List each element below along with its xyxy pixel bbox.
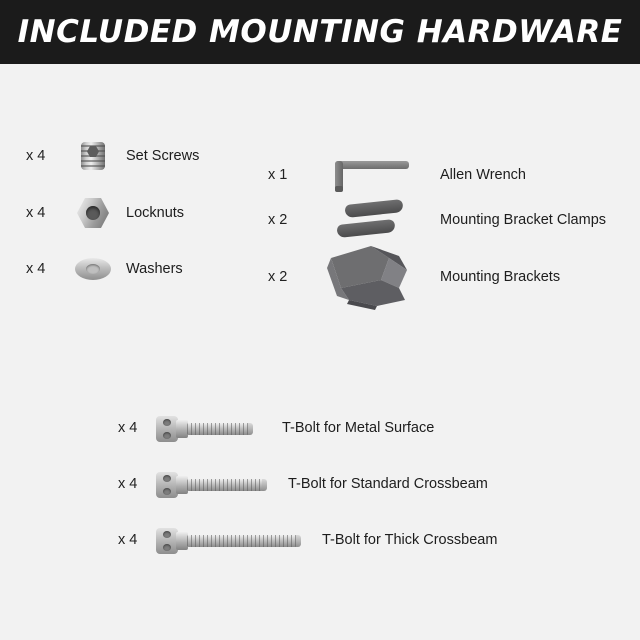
quantity-t-bolt-thick: x 4: [118, 532, 138, 548]
quantity-mounting-brackets: x 2: [268, 269, 288, 285]
list-item-locknuts: [26, 197, 256, 229]
quantity-allen-wrench: x 1: [268, 167, 288, 183]
list-item-bracket-clamps: [268, 198, 628, 242]
bracket-clamp-icon: [306, 198, 440, 242]
list-item-set-screws: [26, 140, 256, 172]
quantity-bracket-clamps: x 2: [268, 212, 288, 228]
quantity-t-bolt-standard: x 4: [118, 476, 138, 492]
label-t-bolt-thick: T-Bolt for Thick Crossbeam: [322, 532, 498, 548]
list-item-mounting-brackets: [268, 240, 628, 314]
label-t-bolt-metal: T-Bolt for Metal Surface: [282, 420, 435, 436]
quantity-t-bolt-metal: x 4: [118, 420, 138, 436]
list-item-allen-wrench: [268, 155, 628, 195]
mounting-bracket-icon: [306, 240, 440, 314]
t-bolt-icon: [156, 406, 282, 450]
quantity-washers: x 4: [26, 261, 46, 277]
label-bracket-clamps: Mounting Bracket Clamps: [440, 212, 607, 228]
list-item-washers: [26, 258, 256, 280]
label-mounting-brackets: Mounting Brackets: [440, 269, 561, 285]
set-screw-icon: [60, 140, 126, 172]
label-t-bolt-standard: T-Bolt for Standard Crossbeam: [288, 476, 488, 492]
allen-wrench-icon: [306, 155, 440, 195]
list-item-t-bolt-thick: [118, 518, 618, 562]
list-item-t-bolt-metal: [118, 406, 618, 450]
washer-icon: [60, 258, 126, 280]
label-washers: Washers: [126, 261, 183, 277]
list-item-t-bolt-standard: [118, 462, 618, 506]
label-set-screws: Set Screws: [126, 148, 200, 164]
t-bolt-icon: [156, 462, 288, 506]
quantity-set-screws: x 4: [26, 148, 46, 164]
header-bar: [0, 0, 640, 64]
quantity-locknuts: x 4: [26, 205, 46, 221]
page-title: INCLUDED MOUNTING HARDWARE: [17, 14, 623, 50]
locknut-icon: [60, 197, 126, 229]
label-allen-wrench: Allen Wrench: [440, 167, 526, 183]
label-locknuts: Locknuts: [126, 205, 185, 221]
t-bolt-icon: [156, 518, 322, 562]
